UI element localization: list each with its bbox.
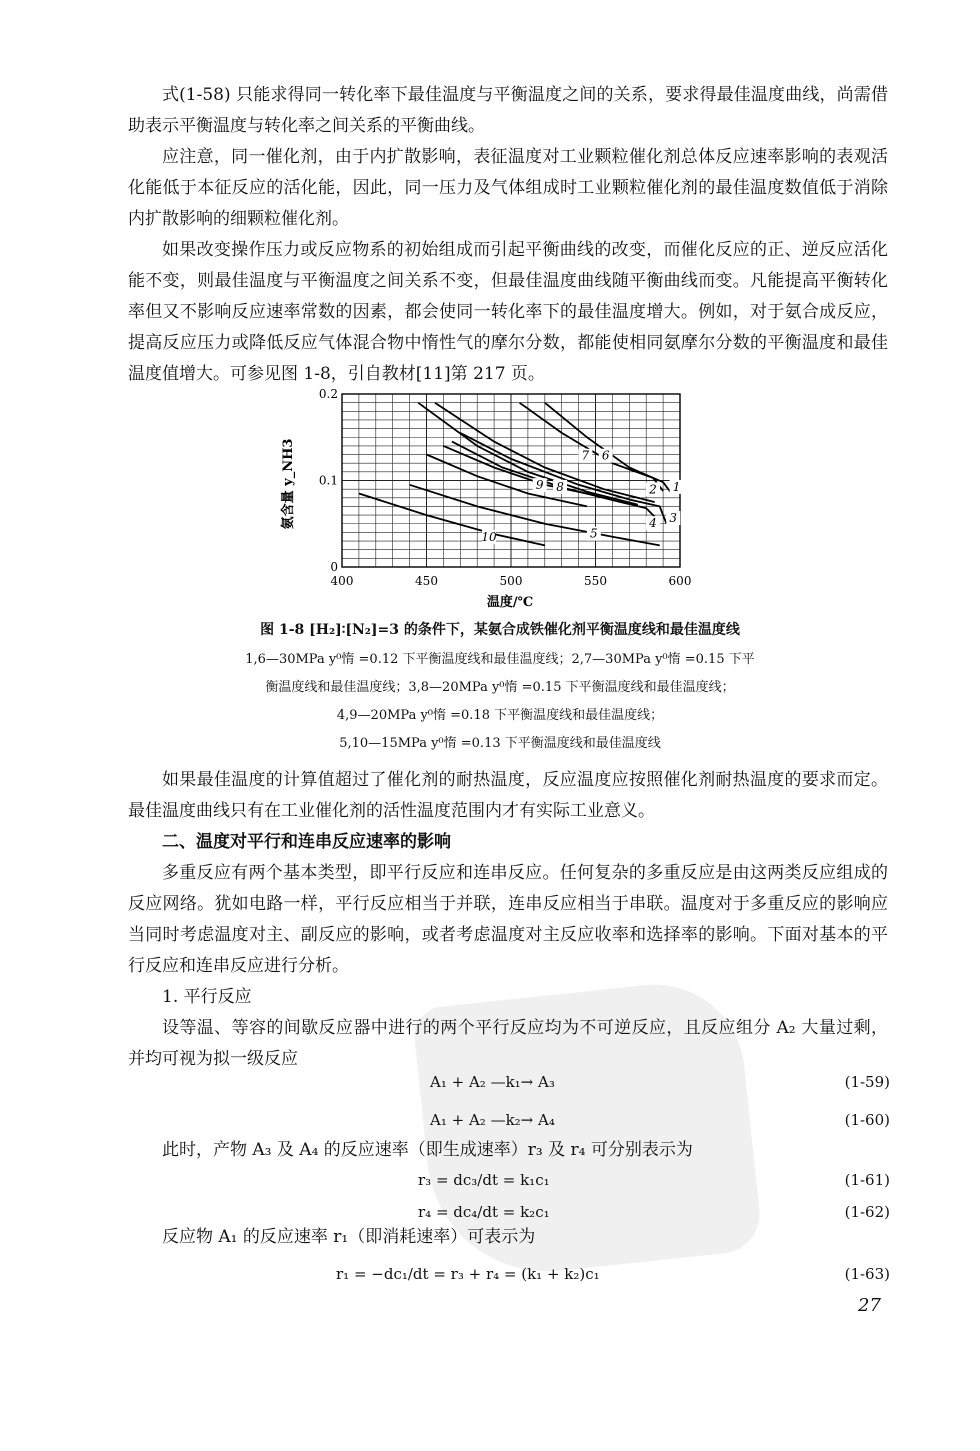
equation-number-1-63: (1-63)	[844, 1265, 890, 1283]
curve-label-4: 4	[649, 516, 657, 531]
paragraph-3: 如果改变操作压力或反应物系的初始组成而引起平衡曲线的改变，而催化反应的正、逆反应活化能不变，则最佳温度与平衡温度之间关系不变，但最佳温度曲线随平衡曲线而变。凡能提高平衡转化率但又不影响反应速率常数的因素，都会使同一转化率下的最佳温度增大。例如，对于氨合成反应，提高反应压力或降低反应气体混合物中惰性气的摩尔分数，都能使相同氨摩尔分数的平衡温度和最佳温度值增大。可参见图 1-8，引自教材[11]第 217 页。	[128, 240, 888, 384]
x-tick-label: 500	[499, 574, 523, 588]
section-heading: 二、温度对平行和连串反应速率的影响	[162, 832, 451, 852]
curve-label-1: 1	[672, 479, 681, 494]
curve-label-2: 2	[649, 482, 657, 497]
equation-1-60: A₁ + A₂ —k₂→ A₄	[430, 1111, 555, 1129]
curve-label-3: 3	[669, 511, 678, 526]
equation-1-62: r₄ = dc₄/dt = k₂c₁	[418, 1203, 550, 1221]
paragraph-8: 反应物 A₁ 的反应速率 r₁（即消耗速率）可表示为	[162, 1227, 536, 1247]
curve-label-9: 9	[535, 478, 544, 493]
x-tick-label: 450	[415, 574, 438, 588]
paragraph-5: 多重反应有两个基本类型，即平行反应和连串反应。任何复杂的多重反应是由这两类反应组成的反应网络。犹如电路一样，平行反应相当于并联，连串反应相当于串联。温度对于多重反应的影响应当同时考虑温度对主、副反应的影响，或者考虑温度对主反应收率和选择率的影响。下面对基本的平行反应和连串反应进行分析。	[128, 863, 888, 976]
curve-label-7: 7	[581, 448, 590, 463]
paragraph-4: 如果最佳温度的计算值超过了催化剂的耐热温度，反应温度应按照催化剂耐热温度的要求而定。最佳温度曲线只有在工业催化剂的活性温度范围内才有实际工业意义。	[128, 770, 888, 821]
paragraph-7: 此时，产物 A₃ 及 A₄ 的反应速率（即生成速率）r₃ 及 r₄ 可分别表示为	[162, 1140, 693, 1160]
curve-label-5: 5	[589, 526, 598, 541]
page-number: 27	[858, 1295, 881, 1316]
x-tick-label: 600	[668, 574, 692, 588]
subsection-heading: 1. 平行反应	[162, 987, 252, 1007]
figure-legend-3: 4,9—20MPa y⁰惰 =0.18 下平衡温度线和最佳温度线；	[336, 708, 664, 723]
figure-legend-1: 1,6—30MPa y⁰惰 =0.12 下平衡温度线和最佳温度线；2,7—30MPa y⁰惰 =0.15 下平	[245, 652, 755, 667]
equation-number-1-59: (1-59)	[844, 1073, 890, 1091]
x-tick-label: 400	[330, 574, 354, 588]
y-axis-label: 氨含量 y_NH3	[281, 438, 296, 530]
equation-1-61: r₃ = dc₃/dt = k₁c₁	[418, 1171, 550, 1189]
equation-number-1-61: (1-61)	[844, 1171, 890, 1189]
y-tick-label: 0	[330, 560, 338, 574]
y-tick-label: 0.1	[318, 473, 338, 488]
equation-1-59: A₁ + A₂ —k₁→ A₃	[430, 1073, 555, 1091]
equation-1-63: r₁ = −dc₁/dt = r₃ + r₄ = (k₁ + k₂)c₁	[336, 1265, 600, 1283]
curve-10	[359, 494, 545, 546]
x-tick-label: 550	[584, 574, 607, 588]
curve-4	[452, 442, 655, 517]
paragraph-6: 设等温、等容的间歇反应器中进行的两个平行反应均为不可逆反应，且反应组分 A₂ 大量过剩，并均可视为拟一级反应	[128, 1018, 888, 1069]
y-tick-label: 0.2	[318, 387, 338, 401]
ammonia-temperature-chart	[280, 384, 710, 614]
x-axis-label: 温度/℃	[486, 595, 534, 610]
curve-label-6: 6	[601, 448, 610, 463]
equation-number-1-60: (1-60)	[844, 1111, 890, 1129]
paragraph-2: 应注意，同一催化剂，由于内扩散影响，表征温度对工业颗粒催化剂总体反应速率影响的表观活化能低于本征反应的活化能，因此，同一压力及气体组成时工业颗粒催化剂的最佳温度数值低于消除内扩散影响的细颗粒催化剂。	[128, 147, 888, 229]
figure-title: 图 1-8 [H₂]∶[N₂]=3 的条件下，某氨合成铁催化剂平衡温度线和最佳温度线	[260, 622, 740, 638]
paragraph-1: 式(1-58) 只能求得同一转化率下最佳温度与平衡温度之间的关系，要求得最佳温度曲线，尚需借助表示平衡温度与转化率之间关系的平衡曲线。	[128, 85, 888, 136]
curve-label-8: 8	[556, 479, 564, 494]
curve-label-10: 10	[481, 530, 497, 545]
equation-number-1-62: (1-62)	[844, 1203, 890, 1221]
figure-legend-2: 衡温度线和最佳温度线；3,8—20MPa y⁰惰 =0.15 下平衡温度线和最佳温度线；	[265, 680, 735, 695]
figure-legend-4: 5,10—15MPa y⁰惰 =0.13 下平衡温度线和最佳温度线	[339, 736, 661, 751]
